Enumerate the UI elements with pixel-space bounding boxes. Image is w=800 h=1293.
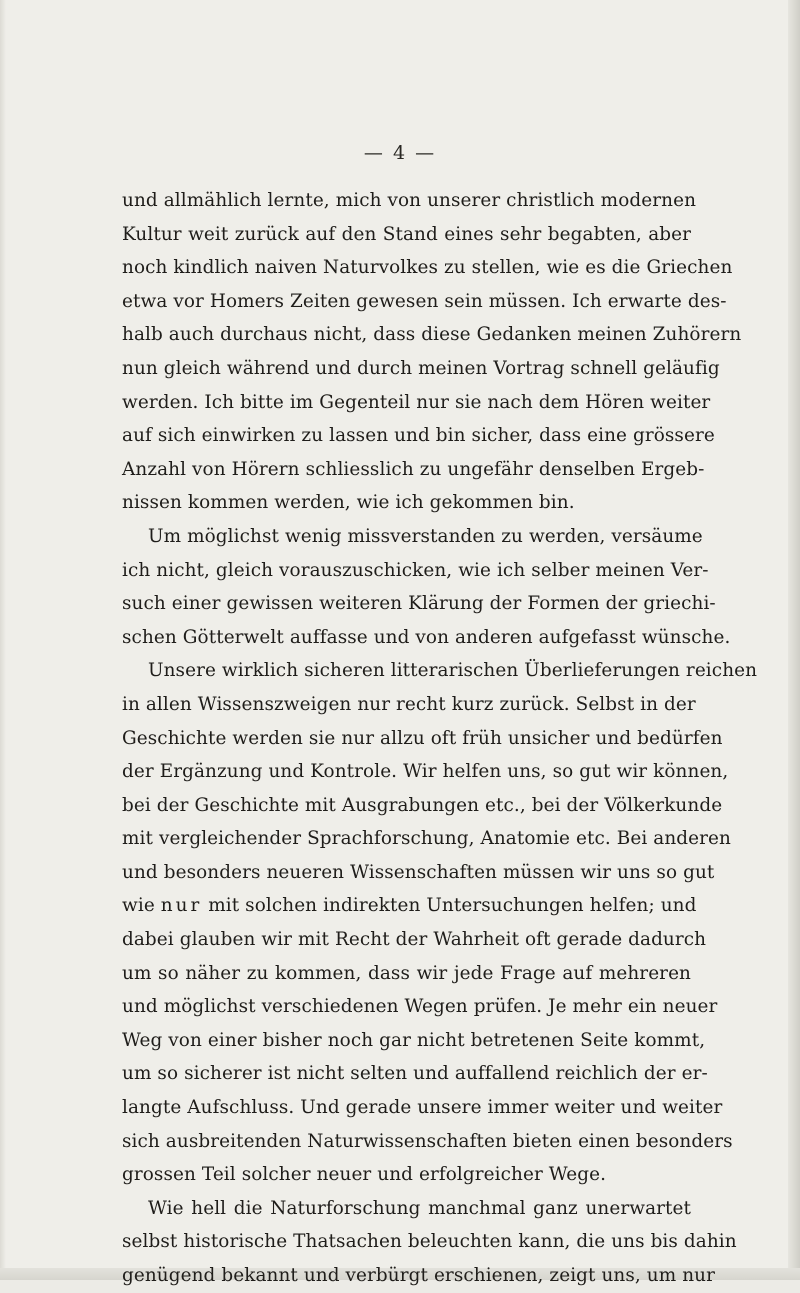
body-text bbox=[122, 184, 758, 1293]
text-line: dabei glauben wir mit Recht der Wahrheit oft gerade dadurch bbox=[122, 929, 707, 951]
text-line: und möglichst verschiedenen Wegen prüfen. Je mehr ein neuer bbox=[122, 996, 718, 1018]
page-number: — 4 — bbox=[363, 142, 437, 164]
text-line: mit vergleichender Sprachforschung, Anatomie etc. Bei anderen bbox=[122, 828, 731, 850]
text-line: Wie hell die Naturforschung manchmal ganz unerwartet bbox=[148, 1197, 691, 1219]
text-fragment: wie bbox=[122, 895, 155, 917]
emphasized-word: nur bbox=[160, 895, 203, 917]
text-line: Unsere wirklich sicheren litterarischen Überlieferungen reichen bbox=[148, 660, 758, 682]
page-left-shadow bbox=[0, 0, 6, 1280]
text-line: um so näher zu kommen, dass wir jede Frage auf mehreren bbox=[122, 962, 691, 984]
text-line: und allmählich lernte, mich von unserer christlich modernen bbox=[122, 190, 697, 211]
text-line: noch kindlich naiven Naturvolkes zu stellen, wie es die Griechen bbox=[122, 257, 733, 279]
text-line: in allen Wissenszweigen nur recht kurz zurück. Selbst in der bbox=[122, 693, 696, 715]
text-line: schen Götterwelt auffasse und von anderen aufgefasst wünsche. bbox=[122, 626, 731, 648]
text-fragment: mit solchen indirekten Untersuchungen helfen; und bbox=[208, 895, 697, 917]
text-line bbox=[122, 889, 697, 923]
text-line: such einer gewissen weiteren Klärung der Formen der griechi- bbox=[122, 593, 716, 615]
text-line: nissen kommen werden, wie ich gekommen bin. bbox=[122, 492, 575, 514]
text-line: auf sich einwirken zu lassen und bin sicher, dass eine grössere bbox=[122, 425, 715, 447]
text-line: genügend bekannt und verbürgt erschienen, zeigt uns, um nur bbox=[122, 1265, 716, 1286]
text-line: etwa vor Homers Zeiten gewesen sein müssen. Ich erwarte des- bbox=[122, 290, 727, 312]
text-line: selbst historische Thatsachen beleuchten kann, die uns bis dahin bbox=[122, 1231, 737, 1253]
text-line: Kultur weit zurück auf den Stand eines sehr begabten, aber bbox=[122, 223, 691, 245]
page-right-edge bbox=[788, 0, 800, 1280]
text-line: grossen Teil solcher neuer und erfolgreicher Wege. bbox=[122, 1164, 607, 1186]
text-line: nun gleich während und durch meinen Vortrag schnell geläufig bbox=[122, 357, 720, 379]
text-line: Weg von einer bisher noch gar nicht betretenen Seite kommt, bbox=[122, 1029, 706, 1051]
text-line: sich ausbreitenden Naturwissenschaften bieten einen besonders bbox=[122, 1130, 733, 1152]
text-line: Um möglichst wenig missverstanden zu werden, versäume bbox=[148, 525, 703, 547]
text-line: bei der Geschichte mit Ausgrabungen etc., bei der Völkerkunde bbox=[122, 794, 723, 816]
text-line: Geschichte werden sie nur allzu oft früh unsicher und bedürfen bbox=[122, 727, 723, 749]
text-line: um so sicherer ist nicht selten und auffallend reichlich der er- bbox=[122, 1063, 708, 1085]
text-line: langte Aufschluss. Und gerade unsere immer weiter und weiter bbox=[122, 1097, 723, 1119]
text-line: Anzahl von Hörern schliesslich zu ungefähr denselben Ergeb- bbox=[122, 458, 705, 480]
text-line: werden. Ich bitte im Gegenteil nur sie nach dem Hören weiter bbox=[122, 391, 711, 413]
text-line: halb auch durchaus nicht, dass diese Gedanken meinen Zuhörern bbox=[122, 324, 742, 346]
text-line: der Ergänzung und Kontrole. Wir helfen uns, so gut wir können, bbox=[122, 761, 729, 783]
text-line: und besonders neueren Wissenschaften müssen wir uns so gut bbox=[122, 861, 715, 883]
text-line: ich nicht, gleich vorauszuschicken, wie ich selber meinen Ver- bbox=[122, 559, 709, 581]
